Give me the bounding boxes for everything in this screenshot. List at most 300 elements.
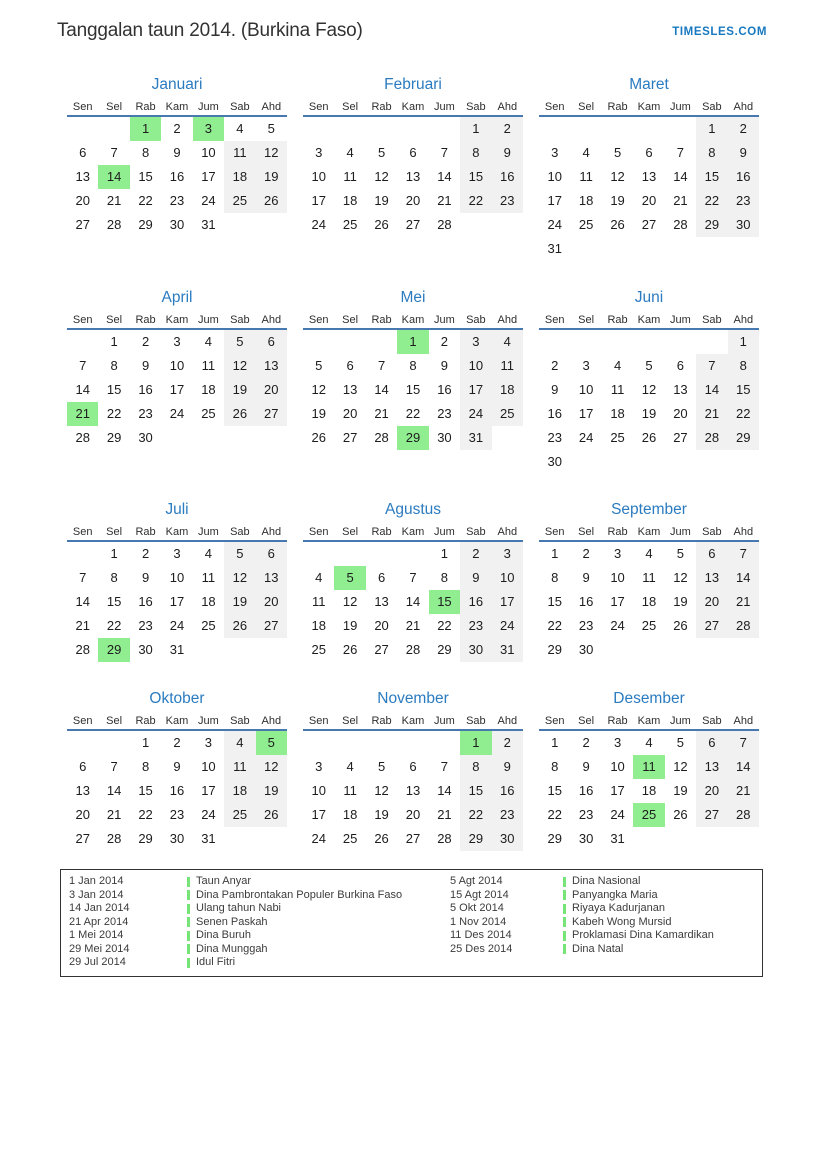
day-cell: 7 — [110, 759, 118, 774]
day-cell: 18 — [342, 807, 358, 822]
weekday-label: Sel — [578, 715, 595, 727]
day-cell: 18 — [311, 618, 326, 633]
day-cell: 11 — [311, 594, 326, 609]
weekday-label: Sel — [342, 101, 359, 113]
day-cell: 28 — [673, 217, 688, 232]
empty-cell — [633, 237, 664, 261]
week-row — [303, 378, 523, 402]
day-cell: 19 — [342, 618, 358, 633]
legend-holiday-bar — [187, 877, 190, 887]
week-row — [539, 614, 759, 638]
week-row — [67, 141, 287, 165]
month-title: Februari — [384, 76, 442, 93]
day-cell: 18 — [610, 406, 625, 421]
day-cell: 30 — [578, 642, 594, 657]
day-cell: 28 — [374, 430, 389, 445]
day-cell: 1 — [460, 117, 491, 141]
day-cell: 8 — [110, 358, 118, 373]
topbar — [0, 0, 827, 48]
day-cell: 24 — [311, 831, 326, 846]
day-cell: 15 — [460, 779, 491, 803]
day-cell: 31 — [610, 831, 625, 846]
weekday-label: Sab — [466, 715, 486, 727]
legend-date: 14 Jan 2014 — [69, 902, 130, 914]
day-cell: 23 — [492, 189, 523, 213]
empty-cell — [224, 827, 255, 851]
empty-cell — [665, 638, 696, 662]
weekday-label: Rab — [607, 526, 628, 538]
day-cell: 1 — [460, 731, 491, 755]
day-cell: 16 — [138, 594, 153, 609]
day-cell: 13 — [673, 382, 688, 397]
day-cell: 8 — [460, 755, 491, 779]
legend-date: 21 Apr 2014 — [69, 915, 129, 928]
day-cell: 14 — [728, 566, 759, 590]
day-cell: 17 — [311, 193, 326, 208]
empty-cell — [665, 237, 696, 261]
day-cell: 27 — [405, 217, 421, 232]
day-cell: 28 — [75, 430, 90, 445]
day-cell: 6 — [409, 759, 417, 774]
day-cell: 29 — [138, 831, 153, 846]
day-cell: 16 — [138, 382, 153, 397]
week-row — [303, 590, 523, 614]
weekday-header-row — [303, 312, 523, 328]
empty-cell — [602, 237, 633, 261]
day-cell: 13 — [256, 354, 287, 378]
legend-item — [69, 916, 450, 930]
day-cell: 10 — [311, 783, 326, 798]
legend-date: 3 Jan 2014 — [69, 888, 124, 901]
week-row — [67, 803, 287, 827]
day-cell: 1 — [551, 546, 559, 561]
day-cell: 24 — [201, 807, 216, 822]
week-row — [303, 731, 523, 755]
day-cell: 11 — [579, 169, 593, 184]
weekday-header-row — [67, 99, 287, 115]
day-cell: 12 — [342, 594, 358, 609]
day-cell: 22 — [106, 618, 122, 633]
day-cell: 24 — [201, 193, 216, 208]
day-cell: 15 — [460, 165, 491, 189]
day-cell: 15 — [429, 590, 460, 614]
weekday-label: Kam — [401, 314, 425, 326]
week-row — [303, 803, 523, 827]
empty-cell — [602, 450, 633, 474]
day-cell: 9 — [440, 358, 449, 373]
week-row — [67, 330, 287, 354]
week-row — [539, 426, 759, 450]
day-cell: 2 — [551, 358, 559, 373]
day-cell: 16 — [492, 165, 523, 189]
weekday-label: Sel — [342, 715, 359, 727]
weekday-label: Kam — [401, 526, 425, 538]
weekday-label: Sen — [72, 715, 93, 727]
day-cell: 13 — [342, 382, 358, 397]
day-cell: 4 — [204, 334, 213, 349]
empty-cell — [665, 827, 696, 851]
week-row — [67, 426, 287, 450]
day-cell: 30 — [138, 430, 153, 445]
day-cell: 13 — [641, 169, 657, 184]
day-cell: 24 — [169, 618, 185, 633]
week-row — [539, 755, 759, 779]
site-link[interactable]: TIMESLES.COM — [672, 26, 767, 38]
day-cell: 18 — [641, 783, 657, 798]
day-cell: 7 — [440, 145, 449, 160]
day-cell: 15 — [547, 783, 562, 798]
weekday-label: Ahd — [261, 715, 282, 727]
legend-date: 29 Jul 2014 — [69, 956, 126, 968]
day-cell: 22 — [106, 406, 122, 421]
weekday-label: Sel — [106, 526, 123, 538]
day-cell: 19 — [256, 165, 287, 189]
empty-cell — [303, 542, 334, 566]
day-cell: 4 — [346, 145, 354, 160]
weekday-label: Sab — [702, 715, 722, 727]
day-cell: 5 — [334, 566, 365, 590]
empty-cell — [366, 117, 397, 141]
day-cell: 5 — [645, 358, 653, 373]
day-cell: 7 — [79, 358, 87, 373]
weekday-label: Jum — [434, 526, 455, 538]
legend-item — [450, 943, 762, 957]
empty-cell — [633, 638, 664, 662]
empty-cell — [492, 213, 523, 237]
legend-item — [450, 889, 762, 903]
empty-cell — [224, 213, 255, 237]
day-cell: 22 — [437, 618, 452, 633]
day-cell: 26 — [256, 803, 287, 827]
week-row — [539, 402, 759, 426]
month-title: Juni — [634, 289, 664, 306]
day-cell: 11 — [224, 141, 255, 165]
weekday-label: Ahd — [497, 101, 518, 113]
week-row — [539, 638, 759, 662]
day-cell: 12 — [311, 382, 326, 397]
day-cell: 6 — [645, 145, 653, 160]
week-row — [303, 402, 523, 426]
day-cell: 25 — [342, 831, 358, 846]
day-cell: 4 — [204, 546, 213, 561]
day-cell: 16 — [578, 783, 594, 798]
weekday-header-row — [303, 99, 523, 115]
day-cell: 14 — [437, 169, 452, 184]
legend-date: 25 Des 2014 — [450, 942, 513, 955]
day-cell: 27 — [75, 831, 90, 846]
day-cell: 12 — [256, 141, 287, 165]
day-cell: 9 — [141, 570, 150, 585]
day-cell: 18 — [201, 594, 216, 609]
day-cell: 2 — [173, 121, 181, 136]
weekday-label: Kam — [401, 715, 425, 727]
week-row — [303, 189, 523, 213]
empty-cell — [633, 827, 664, 851]
day-cell: 21 — [673, 193, 688, 208]
weekday-label: Ahd — [733, 715, 754, 727]
day-cell: 20 — [374, 618, 389, 633]
day-cell: 7 — [110, 145, 118, 160]
empty-cell — [98, 731, 129, 755]
day-cell: 9 — [460, 566, 491, 590]
day-cell: 27 — [673, 430, 688, 445]
day-cell: 5 — [267, 121, 275, 136]
legend-date: 1 Nov 2014 — [450, 915, 507, 928]
day-cell: 22 — [728, 402, 759, 426]
empty-cell — [665, 117, 696, 141]
day-cell: 7 — [728, 731, 759, 755]
day-cell: 13 — [696, 755, 727, 779]
weekday-label: Rab — [607, 101, 628, 113]
weekday-label: Jum — [198, 715, 219, 727]
weekday-label: Ahd — [733, 314, 754, 326]
day-cell: 9 — [173, 759, 181, 774]
day-cell: 5 — [224, 542, 255, 566]
day-cell: 3 — [613, 735, 622, 750]
empty-cell — [397, 542, 428, 566]
week-row — [539, 213, 759, 237]
day-cell: 9 — [492, 755, 523, 779]
weekday-label: Kam — [165, 526, 189, 538]
day-cell: 5 — [676, 546, 685, 561]
day-cell: 30 — [578, 831, 594, 846]
weekday-label: Rab — [371, 101, 392, 113]
legend-date: 11 Des 2014 — [450, 929, 512, 941]
weekday-label: Jum — [198, 101, 219, 113]
weekday-label: Sen — [544, 715, 565, 727]
weekday-label: Ahd — [497, 715, 518, 727]
day-cell: 15 — [405, 382, 421, 397]
week-row — [539, 141, 759, 165]
week-row — [539, 779, 759, 803]
legend-item — [69, 875, 450, 889]
weekday-label: Sel — [106, 715, 123, 727]
weekday-label: Rab — [135, 715, 156, 727]
day-cell: 20 — [641, 193, 657, 208]
weekday-header-row — [303, 524, 523, 540]
legend-item — [450, 902, 762, 916]
empty-cell — [98, 117, 129, 141]
weekday-label: Jum — [434, 715, 455, 727]
day-cell: 7 — [377, 358, 386, 373]
day-cell: 22 — [138, 193, 153, 208]
weekday-label: Sab — [466, 526, 486, 538]
week-row — [303, 141, 523, 165]
day-cell: 3 — [492, 542, 523, 566]
day-cell: 27 — [696, 803, 727, 827]
day-cell: 10 — [311, 169, 326, 184]
day-cell: 3 — [193, 117, 224, 141]
week-row — [539, 731, 759, 755]
day-cell: 13 — [75, 169, 90, 184]
day-cell: 29 — [460, 827, 491, 851]
empty-cell — [67, 117, 98, 141]
day-cell: 20 — [256, 378, 287, 402]
day-cell: 1 — [110, 546, 118, 561]
day-cell: 8 — [696, 141, 727, 165]
day-cell: 20 — [75, 807, 90, 822]
week-row — [539, 590, 759, 614]
weekday-label: Sen — [72, 526, 93, 538]
month-title: September — [611, 501, 687, 518]
weekday-label: Kam — [637, 101, 661, 113]
month-title: Januari — [151, 76, 203, 93]
day-cell: 20 — [342, 406, 358, 421]
weekday-label: Kam — [637, 526, 661, 538]
week-row — [539, 450, 759, 474]
day-cell: 26 — [374, 217, 389, 232]
week-row — [539, 803, 759, 827]
day-cell: 10 — [169, 358, 185, 373]
day-cell: 1 — [397, 330, 428, 354]
day-cell: 22 — [460, 803, 491, 827]
day-cell: 14 — [673, 169, 688, 184]
day-cell: 17 — [578, 406, 594, 421]
empty-cell — [256, 213, 287, 237]
weekday-label: Jum — [434, 101, 455, 113]
day-cell: 7 — [696, 354, 727, 378]
weekday-label: Sen — [308, 526, 329, 538]
day-cell: 24 — [578, 430, 594, 445]
day-cell: 19 — [224, 378, 255, 402]
empty-cell — [224, 638, 255, 662]
week-row — [539, 542, 759, 566]
month-mei — [303, 288, 523, 500]
day-cell: 17 — [610, 594, 625, 609]
day-cell: 23 — [578, 807, 594, 822]
day-cell: 9 — [728, 141, 759, 165]
legend-holiday-name: Idul Fitri — [196, 956, 236, 968]
legend-holiday-bar — [563, 890, 566, 900]
day-cell: 11 — [343, 169, 357, 184]
weekday-label: Rab — [135, 314, 156, 326]
weekday-label: Sel — [106, 314, 123, 326]
day-cell: 4 — [582, 145, 590, 160]
legend-holiday-bar — [563, 917, 566, 927]
weekday-label: Kam — [637, 715, 661, 727]
day-cell: 11 — [343, 783, 357, 798]
day-cell: 21 — [728, 779, 759, 803]
day-cell: 9 — [551, 382, 559, 397]
week-row — [67, 402, 287, 426]
month-title: November — [377, 690, 449, 707]
day-cell: 14 — [106, 783, 122, 798]
day-cell: 17 — [169, 382, 185, 397]
day-cell: 16 — [460, 590, 491, 614]
weekday-label: Sel — [106, 101, 123, 113]
day-cell: 9 — [492, 141, 523, 165]
day-cell: 30 — [169, 217, 185, 232]
day-cell: 26 — [673, 807, 688, 822]
day-cell: 21 — [106, 193, 122, 208]
day-cell: 8 — [409, 358, 417, 373]
day-cell: 4 — [224, 731, 255, 755]
weekday-label: Sel — [578, 314, 595, 326]
weekday-label: Sen — [308, 314, 329, 326]
weekday-label: Rab — [371, 526, 392, 538]
day-cell: 11 — [201, 570, 216, 585]
day-cell: 21 — [437, 193, 452, 208]
week-row — [303, 779, 523, 803]
legend-holiday-name: Kabeh Wong Mursid — [572, 915, 672, 928]
day-cell: 29 — [138, 217, 153, 232]
day-cell: 25 — [578, 217, 594, 232]
legend-holiday-bar — [563, 877, 566, 887]
day-cell: 8 — [728, 354, 759, 378]
day-cell: 30 — [437, 430, 452, 445]
day-cell: 7 — [409, 570, 417, 585]
day-cell: 28 — [75, 642, 90, 657]
legend-holiday-bar — [187, 958, 190, 968]
day-cell: 26 — [311, 430, 326, 445]
day-cell: 30 — [460, 638, 491, 662]
day-cell: 20 — [256, 590, 287, 614]
weekday-label: Jum — [670, 526, 691, 538]
day-cell: 13 — [256, 566, 287, 590]
empty-cell — [696, 330, 727, 354]
day-cell: 5 — [224, 330, 255, 354]
weekday-label: Jum — [670, 715, 691, 727]
week-row — [303, 165, 523, 189]
legend-date: 1 Mei 2014 — [69, 929, 124, 941]
day-cell: 18 — [492, 378, 523, 402]
day-cell: 18 — [578, 193, 594, 208]
day-cell: 30 — [169, 831, 185, 846]
day-cell: 9 — [582, 570, 590, 585]
day-cell: 17 — [492, 590, 523, 614]
weekday-label: Ahd — [497, 526, 518, 538]
day-cell: 26 — [374, 831, 389, 846]
day-cell: 6 — [676, 358, 685, 373]
empty-cell — [161, 426, 192, 450]
day-cell: 13 — [696, 566, 727, 590]
day-cell: 12 — [673, 570, 688, 585]
legend-holiday-name: Dina Pambrontakan Populer Burkina Faso — [196, 888, 403, 901]
weekday-label: Ahd — [261, 314, 282, 326]
day-cell: 6 — [346, 358, 354, 373]
day-cell: 12 — [374, 783, 389, 798]
day-cell: 1 — [141, 735, 150, 750]
weekday-label: Sen — [544, 314, 565, 326]
day-cell: 12 — [641, 382, 657, 397]
day-cell: 27 — [696, 614, 727, 638]
month-oktober — [67, 689, 287, 851]
week-row — [67, 378, 287, 402]
empty-cell — [728, 237, 759, 261]
empty-cell — [193, 426, 224, 450]
day-cell: 3 — [315, 145, 323, 160]
weekday-header-row — [67, 524, 287, 540]
weekday-label: Rab — [607, 715, 628, 727]
day-cell: 25 — [201, 406, 216, 421]
empty-cell — [696, 827, 727, 851]
empty-cell — [334, 330, 365, 354]
day-cell: 11 — [633, 755, 664, 779]
day-cell: 6 — [696, 542, 727, 566]
day-cell: 20 — [696, 779, 727, 803]
day-cell: 4 — [315, 570, 323, 585]
weekday-label: Sab — [466, 314, 486, 326]
day-cell: 3 — [173, 546, 181, 561]
day-cell: 8 — [551, 759, 559, 774]
day-cell: 28 — [106, 831, 122, 846]
day-cell: 14 — [75, 594, 90, 609]
legend-item — [69, 889, 450, 903]
empty-cell — [460, 213, 491, 237]
month-title: April — [161, 289, 193, 306]
holiday-legend — [60, 869, 763, 977]
weekday-label: Ahd — [733, 526, 754, 538]
